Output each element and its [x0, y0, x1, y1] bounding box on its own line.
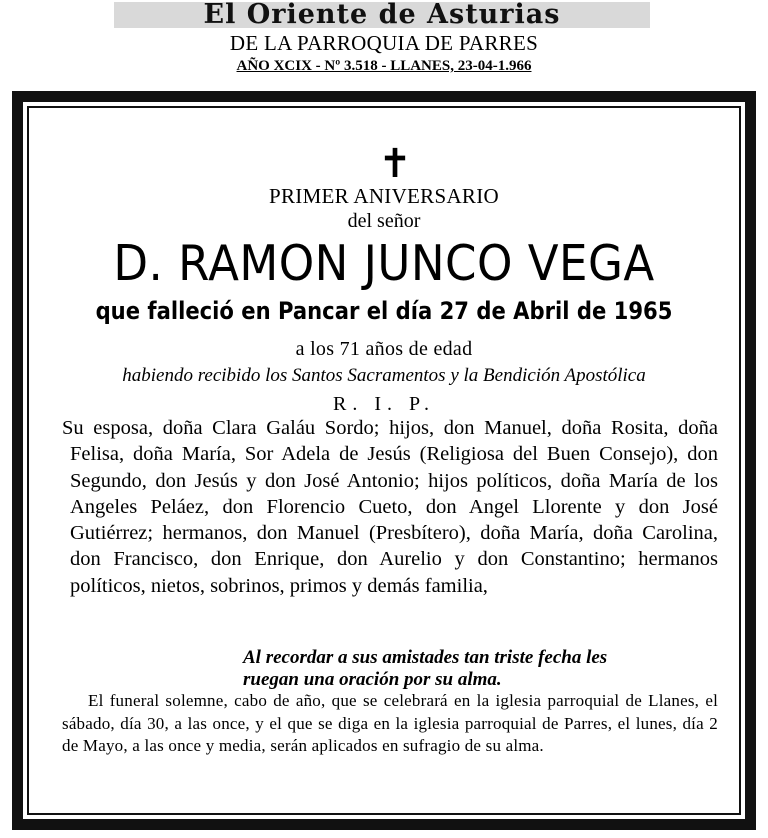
honorific-line: del señor [347, 210, 421, 232]
rip-line: R. I. P. [333, 393, 435, 415]
dateline [0, 57, 768, 75]
newspaper-masthead: El Oriente de Asturias [203, 0, 561, 30]
anniversary-heading: PRIMER ANIVERSARIO [268, 184, 499, 208]
dateline-text: AÑO XCIX - Nº 3.518 - LLANES, 23-04-1.966 [236, 58, 532, 74]
parish-heading: DE LA PARROQUIA DE PARRES [229, 31, 539, 55]
deceased-name: D. RAMON JUNCO VEGA [113, 235, 655, 292]
sacraments-line: habiendo recibido los Santos Sacramentos y la Bendición Apostólica [122, 365, 646, 386]
age-line: a los 71 años de edad [295, 338, 473, 360]
family-paragraph: Su esposa, doña Clara Galáu Sordo; hijos, don Manuel, doña Rosita, doña Felisa, doña María, Sor Adela de Jesús (Religiosa del Buen Consejo), don Segundo, don Jesús y don José Antonio; hijos políticos, doña María de los Angeles Peláez, don Florencio Cueto, don Angel Llorente y don José Gutiérrez; hermanos, don Manuel (Presbítero), doña María, doña Carolina, don Francisco, don Enrique, don Aurelio y don Constantino; hermanos políticos, nietos, sobrinos, primos y demás familia, [62, 417, 718, 597]
death-date-line: que falleció en Pancar el día 27 de Abril de 1965 [95, 297, 673, 325]
closing-line-1: Al recordar a sus amistades tan triste fecha les [243, 647, 608, 668]
closing-line-2: ruegan una oración por su alma. [243, 669, 502, 690]
cross-icon: ✝ [378, 141, 412, 187]
funeral-paragraph: El funeral solemne, cabo de año, que se celebrará en la iglesia parroquial de Llanes, el sábado, día 30, a las once, y el que se diga en la iglesia parroquial de Parres, el lunes, día 2 de Mayo, a las once y media, serán aplicados en sufragio de su alma. [62, 691, 718, 755]
